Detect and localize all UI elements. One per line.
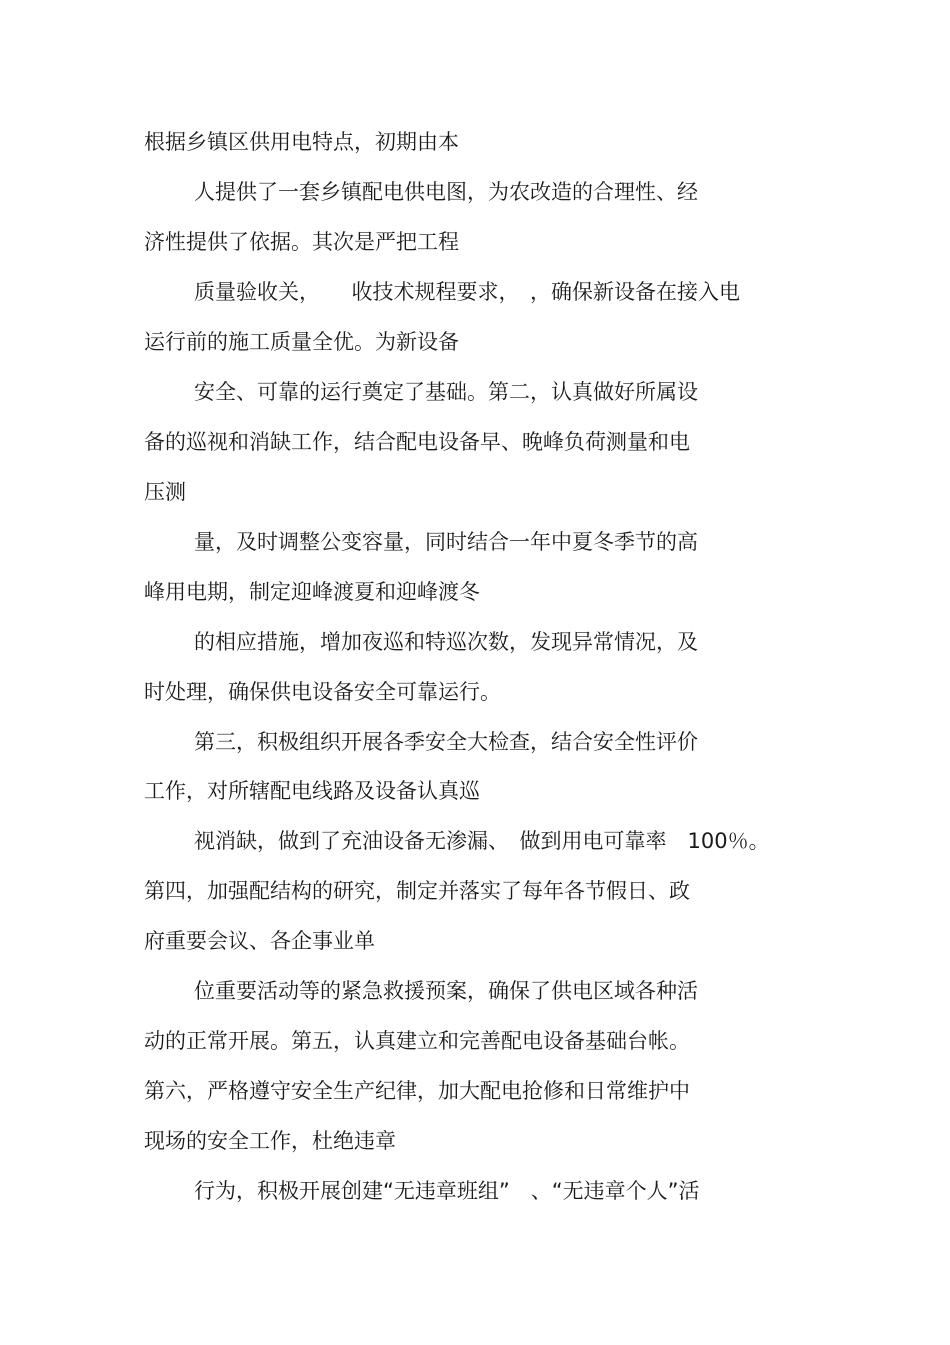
text-line: 第六，严格遵守安全生产纪律，加大配电抢修和日常维护中 bbox=[144, 1079, 690, 1103]
text-line: 位重要活动等的紧急救援预案，确保了供电区域各种活 bbox=[194, 979, 698, 1003]
text-line: 量，及时调整公变容量，同时结合一年中夏冬季节的高 bbox=[194, 530, 698, 554]
text-line: 府重要会议、各企事业单 bbox=[144, 929, 375, 953]
text-line: 峰用电期，制定迎峰渡夏和迎峰渡冬 bbox=[144, 580, 480, 604]
text-line: 根据乡镇区供用电特点，初期由本 bbox=[144, 130, 459, 154]
text-line: 视消缺，做到了充油设备无渗漏、 做到用电可靠率 100％。 bbox=[194, 829, 770, 853]
text-line: 备的巡视和消缺工作，结合配电设备早、晚峰负荷测量和电 bbox=[144, 430, 690, 454]
text-line: 第三，积极组织开展各季安全大检查，结合安全性评价 bbox=[194, 730, 698, 754]
text-line: 现场的安全工作，杜绝违章 bbox=[144, 1129, 396, 1153]
text-line: 的相应措施，增加夜巡和特巡次数，发现异常情况，及 bbox=[194, 630, 698, 654]
text-line: 工作，对所辖配电线路及设备认真巡 bbox=[144, 779, 480, 803]
text-line: 第四，加强配结构的研究，制定并落实了每年各节假日、政 bbox=[144, 879, 690, 903]
text-line: 动的正常开展。第五，认真建立和完善配电设备基础台帐。 bbox=[144, 1029, 690, 1053]
text-line: 质量验收关， 收技术规程要求， ，确保新设备在接入电 bbox=[194, 280, 740, 304]
text-line: 压测 bbox=[144, 480, 186, 504]
text-line: 安全、可靠的运行奠定了基础。第二，认真做好所属设 bbox=[194, 380, 698, 404]
text-line: 济性提供了依据。其次是严把工程 bbox=[144, 230, 459, 254]
text-line: 人提供了一套乡镇配电供电图，为农改造的合理性、经 bbox=[194, 180, 698, 204]
text-line: 行为，积极开展创建“无违章班组” 、“无违章个人”活 bbox=[194, 1179, 700, 1203]
text-line: 时处理，确保供电设备安全可靠运行。 bbox=[144, 680, 501, 704]
text-line: 运行前的施工质量全优。为新设备 bbox=[144, 330, 459, 354]
